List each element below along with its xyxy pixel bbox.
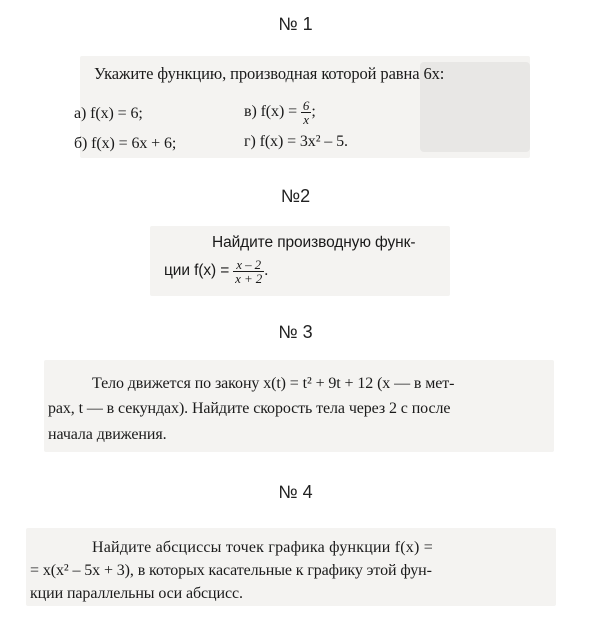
problem-2-numerator: x – 2 xyxy=(233,258,264,272)
option-c xyxy=(244,98,316,126)
problem-3-heading: № 3 xyxy=(278,322,313,342)
problem-2-line-2 xyxy=(164,256,268,286)
problem-2-line-1: Найдите производную функ- xyxy=(212,234,416,251)
problem-1-question: Укажите функцию, производная которой равна 6x: xyxy=(94,64,445,83)
problem-1-heading: № 1 xyxy=(278,14,313,34)
option-c-denominator: x xyxy=(303,111,309,127)
option-c-fraction xyxy=(301,99,311,126)
problem-4-line-3: кции параллельны оси абсцисс. xyxy=(30,585,243,602)
problem-4-heading: № 4 xyxy=(278,482,313,502)
problem-4-line-2: = x(x² – 5x + 3), в которых касательные к графику этой фун- xyxy=(30,562,432,579)
option-a: а) f(x) = 6; xyxy=(74,105,143,122)
problem-3-line-1: Тело движется по закону x(t) = t² + 9t + 12 (x — в мет- xyxy=(92,375,455,392)
problem-4-line-1: Найдите абсциссы точек графика функции f(x) = xyxy=(92,539,433,556)
option-c-suffix: ; xyxy=(311,103,316,120)
problem-2-line-2-prefix: ции f(x) = xyxy=(164,262,230,279)
problem-2-fraction xyxy=(233,258,264,285)
option-b: б) f(x) = 6x + 6; xyxy=(74,135,177,152)
problem-3-line-2: рах, t — в секундах). Найдите скорость тела через 2 с после xyxy=(48,400,451,417)
option-c-prefix: в) f(x) = xyxy=(244,103,297,120)
option-c-numerator: 6 xyxy=(302,97,310,113)
problem-2-denominator: x + 2 xyxy=(235,270,263,286)
problem-2-line-2-suffix: . xyxy=(264,262,269,279)
problem-2-heading: №2 xyxy=(280,186,311,206)
problem-3-line-3: начала движения. xyxy=(48,426,167,443)
option-d: г) f(x) = 3x² – 5. xyxy=(244,133,348,150)
